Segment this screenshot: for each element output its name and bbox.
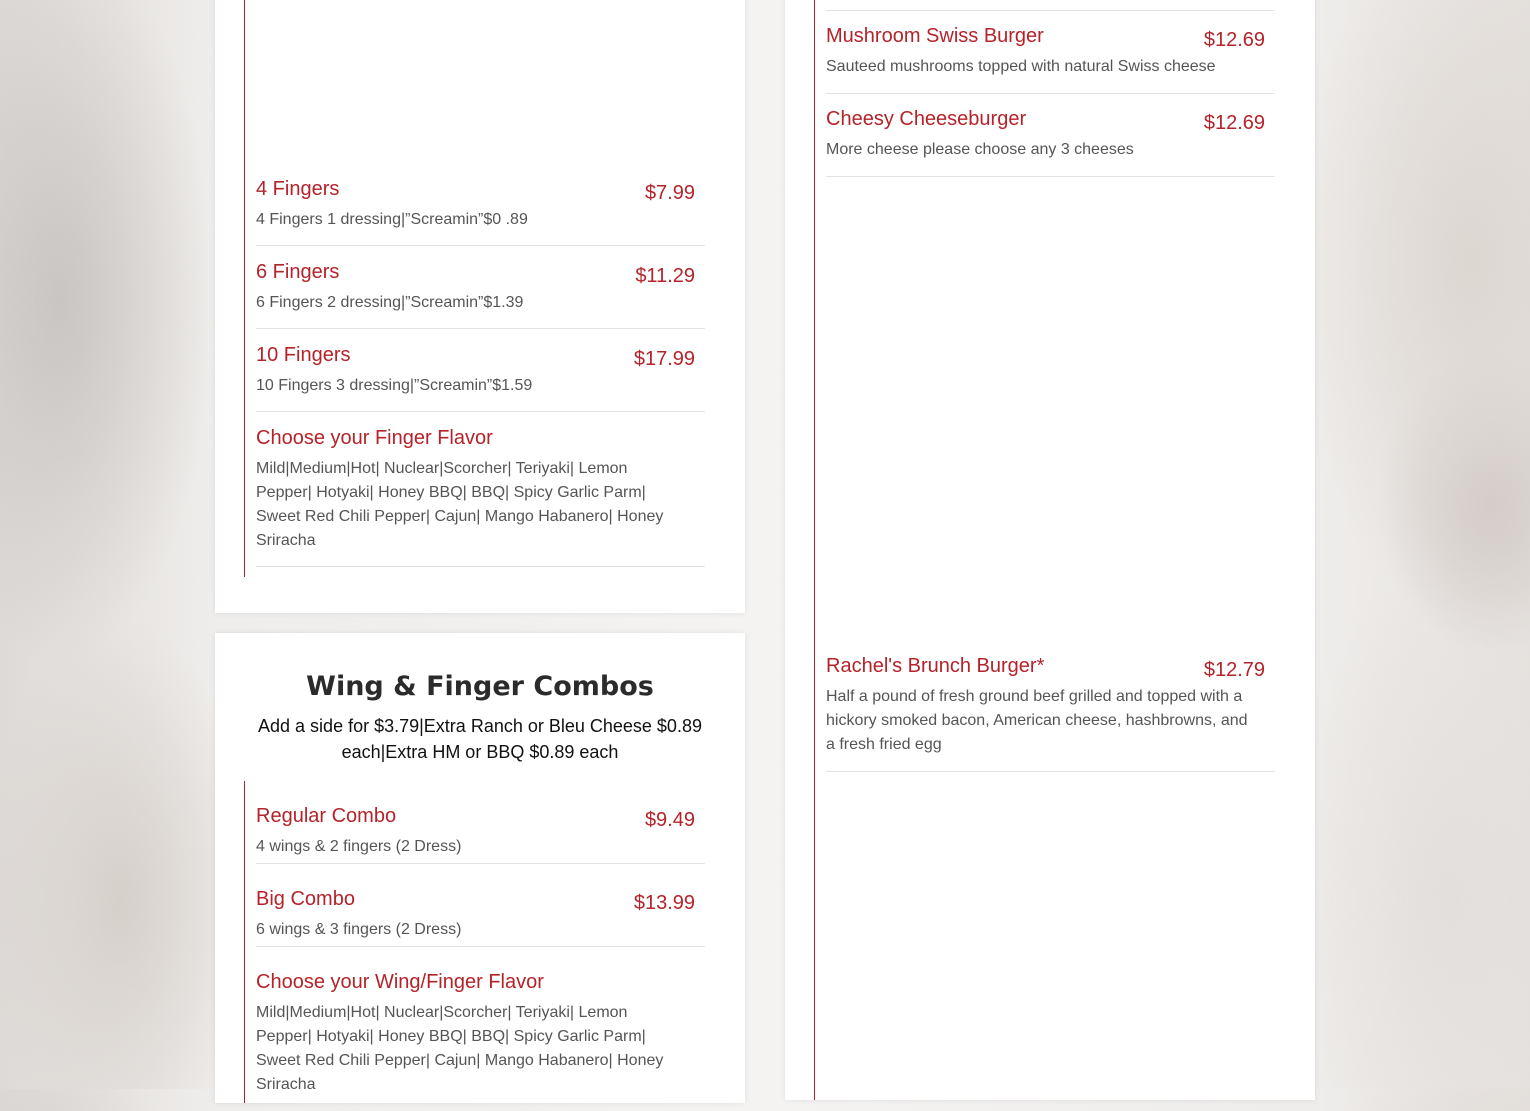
menu-item-description: 6 Fingers 2 dressing|”Screamin”$1.39 — [256, 294, 524, 311]
section-note: Add a side for $3.79|Extra Ranch or Bleu Cheese $0.89 each|Extra HM or BBQ $0.89 each — [258, 716, 702, 762]
menu-item-name: 10 Fingers — [256, 344, 351, 366]
burgers-menu-panel — [785, 0, 1315, 1100]
menu-item-rachels-brunch-burger[interactable] — [826, 655, 1275, 772]
menu-item-name: 6 Fingers — [256, 261, 340, 283]
fingers-menu-panel — [215, 0, 745, 613]
menu-item-name: Choose your Wing/Finger Flavor — [256, 971, 544, 993]
menu-item-price: $13.99 — [633, 892, 695, 914]
menu-item-6-fingers[interactable] — [256, 261, 705, 329]
menu-item-mushroom-swiss-burger[interactable] — [826, 25, 1275, 94]
menu-item-cheesy-cheeseburger[interactable] — [826, 108, 1275, 177]
menu-item-description: 4 Fingers 1 dressing|”Screamin”$0 .89 — [256, 211, 528, 228]
accent-divider-line — [814, 0, 815, 1100]
menu-item-name: 4 Fingers — [256, 178, 340, 200]
menu-item-name: Cheesy Cheeseburger — [826, 108, 1027, 130]
combos-menu-panel — [215, 633, 745, 1103]
menu-item-4-fingers[interactable] — [256, 178, 705, 246]
menu-item-description: Mild|Medium|Hot| Nuclear|Scorcher| Teriyaki| Lemon Pepper| Hotyaki| Honey BBQ| BBQ| Spicy Garlic Parm| Sweet Red Chili Pepper| Cajun| Mango Habanero| Honey Sriracha — [256, 460, 664, 549]
accent-divider-line — [244, 781, 245, 1103]
menu-item-description: 10 Fingers 3 dressing|”Screamin”$1.59 — [256, 377, 533, 394]
menu-item-name: Regular Combo — [256, 805, 397, 827]
menu-item-price: $12.69 — [1203, 29, 1265, 51]
section-title: Wing & Finger Combos — [306, 671, 654, 702]
menu-item-price: $11.29 — [635, 265, 695, 287]
menu-item-name: Rachel's Brunch Burger* — [826, 655, 1045, 677]
accent-divider-line — [244, 0, 245, 577]
menu-item-price: $12.79 — [1203, 659, 1265, 681]
menu-item-description: Half a pound of fresh ground beef grilled and topped with a hickory smoked bacon, American cheese, hashbrowns, and a fresh fried egg — [826, 688, 1248, 753]
menu-item-divider-top — [826, 0, 1275, 11]
menu-item-description: More cheese please choose any 3 cheeses — [826, 141, 1134, 158]
menu-item-name: Choose your Finger Flavor — [256, 427, 493, 449]
menu-item-regular-combo[interactable] — [256, 805, 705, 864]
menu-item-wing-finger-flavor[interactable] — [256, 971, 705, 1111]
menu-item-name: Big Combo — [256, 888, 355, 910]
menu-item-price: $17.99 — [633, 348, 695, 370]
menu-item-description: 6 wings & 3 fingers (2 Dress) — [256, 921, 462, 938]
menu-item-description: Mild|Medium|Hot| Nuclear|Scorcher| Teriyaki| Lemon Pepper| Hotyaki| Honey BBQ| BBQ| Spicy Garlic Parm| Sweet Red Chili Pepper| Cajun| Mango Habanero| Honey Sriracha — [256, 1004, 664, 1093]
menu-item-price: $7.99 — [644, 182, 695, 204]
menu-item-name: Mushroom Swiss Burger — [826, 25, 1044, 47]
menu-item-price: $12.69 — [1203, 112, 1265, 134]
menu-item-finger-flavor[interactable] — [256, 427, 705, 567]
menu-item-10-fingers[interactable] — [256, 344, 705, 412]
menu-item-description: 4 wings & 2 fingers (2 Dress) — [256, 838, 462, 855]
menu-item-price: $9.49 — [644, 809, 695, 831]
menu-item-big-combo[interactable] — [256, 888, 705, 947]
menu-item-description: Sauteed mushrooms topped with natural Swiss cheese — [826, 58, 1216, 75]
